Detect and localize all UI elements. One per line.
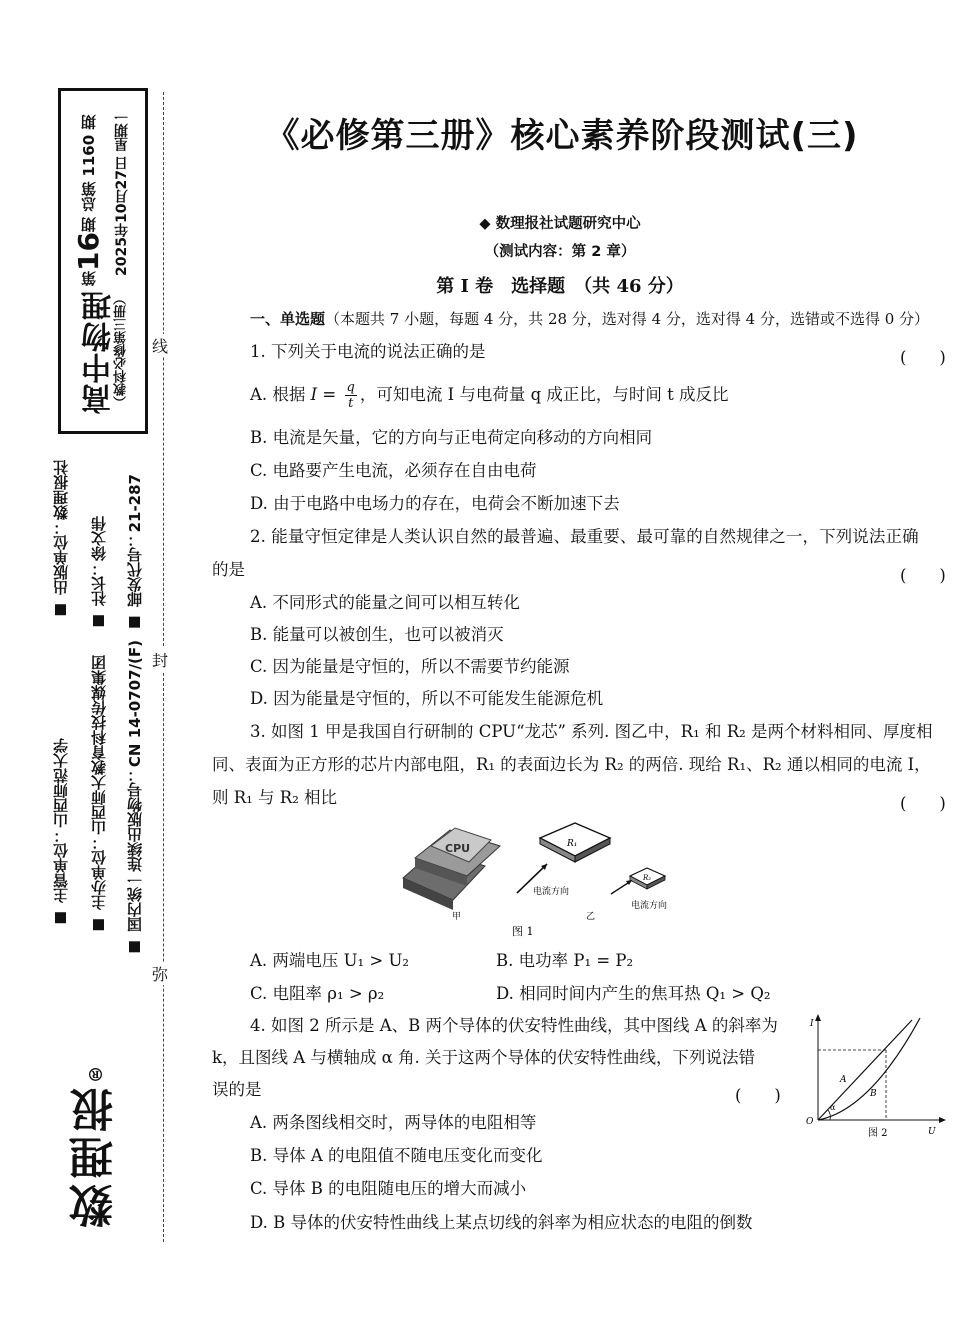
q1-stem: 1. 下列关于电流的说法正确的是 xyxy=(250,342,486,361)
q3-option-b: B. 电功率 P₁ = P₂ xyxy=(496,951,634,970)
logo-text: 数理报 xyxy=(70,1084,121,1228)
source-line: ◆ 数理报社试题研究中心 xyxy=(479,216,641,232)
q2-option-c: C. 因为能量是守恒的，所以不需要节约能源 xyxy=(250,657,570,676)
q4-answer-blank: ( ) xyxy=(735,1086,781,1105)
q3-option-c: C. 电阻率 ρ₁ > ρ₂ xyxy=(250,984,385,1003)
q4-option-c: C. 导体 B 的电阻随电压的增大而减小 xyxy=(250,1179,527,1198)
r1-label: R₁ xyxy=(567,839,578,849)
cpu-label: CPU xyxy=(445,842,471,855)
sponsor-line: 主办单位：山西师大教育科技传媒集团 xyxy=(88,655,109,930)
bullet-square-icon xyxy=(94,615,105,626)
cpu-chip-image xyxy=(403,828,500,910)
sponsor-line: 主管单位：山西师范大学 xyxy=(50,738,71,923)
line-a-label: A xyxy=(840,1075,847,1085)
issue-suffix: 期 总第 1160 期 xyxy=(80,114,98,233)
q1-answer-blank: ( ) xyxy=(900,348,946,367)
figure-2-caption: 图 2 xyxy=(868,1128,888,1139)
publisher-line: 邮发代号：21-287 xyxy=(124,474,145,628)
bullet-square-icon xyxy=(130,617,141,628)
q3-stem-line3: 则 R₁ 与 R₂ 相比 xyxy=(212,788,338,807)
figure-1-caption: 图 1 xyxy=(512,925,534,938)
cut-char-xian: 线 xyxy=(152,334,168,357)
fraction: $\frac{q}{t}$ xyxy=(346,380,355,411)
angle-label: α xyxy=(830,1103,836,1112)
q4-option-d: D. B 导体的伏安特性曲线上某点切线的斜率为相应状态的电阻的倒数 xyxy=(250,1213,753,1232)
part-instructions xyxy=(250,312,929,327)
cut-char-mi: 弥 xyxy=(152,962,168,985)
q1-option-a: A. 根据 I = $\frac{q}{t}$ ，可知电流 I 与电荷量 q 成正比，与时间 t 成反比 xyxy=(250,380,729,411)
bullet-square-icon xyxy=(130,941,141,952)
part-heading: 一、单选题 xyxy=(250,310,326,328)
current-direction-label-2: 电流方向 xyxy=(631,901,668,911)
part-instructions-text: （本题共 7 小题，每题 4 分，共 28 分，选对得 4 分，选对得 4 分，选错或不选得 0 分） xyxy=(325,310,930,328)
q3-stem-line2: 同、表面为正方形的芯片内部电阻，R₁ 的表面边长为 R₂ 的两倍. 现给 R₁、R₂ 通以相同的电流 I， xyxy=(212,755,931,774)
q4-stem-line3: 误的是 xyxy=(212,1080,262,1099)
bullet-square-icon xyxy=(56,912,67,923)
sponsor-line: 国内统一连续出版物号：CN 14-0707/(F) xyxy=(124,640,145,952)
issue-number: 16 xyxy=(72,232,105,271)
issue-date: 2025年10月27日 星期一 xyxy=(114,109,130,276)
issue-info xyxy=(72,96,105,286)
cut-char-feng: 封 xyxy=(152,648,168,671)
q2-stem-line2: 的是 xyxy=(212,560,245,579)
figure-1-label-yi: 乙 xyxy=(586,912,596,922)
q1-option-b: B. 电流是矢量，它的方向与正电荷定向移动的方向相同 xyxy=(250,428,653,447)
publisher-line: 出版单位：数理报社 xyxy=(50,460,71,615)
masthead-subtitle: （教科必修第三册） xyxy=(114,292,129,409)
masthead-title: 高中物理 xyxy=(82,290,117,414)
q2-option-d: D. 因为能量是守恒的，所以不可能发生能源危机 xyxy=(250,689,604,708)
q4-stem-line1: 4. 如图 2 所示是 A、B 两个导体的伏安特性曲线，其中图线 A 的斜率为 xyxy=(250,1016,778,1035)
q2-stem-line1: 2. 能量守恒定律是人类认识自然的最普遍、最重要、最可靠的自然规律之一，下列说法正确 xyxy=(250,527,919,546)
curve-b-label: B xyxy=(870,1089,877,1099)
q1-option-c: C. 电路要产生电流，必须存在自由电荷 xyxy=(250,461,537,480)
issue-prefix: 第 xyxy=(80,271,98,286)
q1-option-d: D. 由于电路中电场力的存在，电荷会不断加速下去 xyxy=(250,494,620,513)
bullet-square-icon xyxy=(56,604,67,615)
axis-label-i: I xyxy=(810,1019,814,1029)
brand-logo xyxy=(64,1018,121,1228)
logo-registered-mark: ® xyxy=(85,1059,106,1084)
section-heading: 第 Ⅰ 卷 选择题 （共 46 分） xyxy=(436,276,684,297)
figure-1-label-jia: 甲 xyxy=(452,912,462,922)
q3-answer-blank: ( ) xyxy=(900,794,946,813)
q3-option-d: D. 相同时间内产生的焦耳热 Q₁ > Q₂ xyxy=(496,984,771,1003)
figure-2 xyxy=(800,1010,950,1145)
q3-option-a: A. 两端电压 U₁ > U₂ xyxy=(250,951,410,970)
r2-label: R₂ xyxy=(643,874,652,882)
origin-label: O xyxy=(806,1117,814,1127)
q4-option-b: B. 导体 A 的电阻值不随电压变化而变化 xyxy=(250,1146,543,1165)
q2-option-b: B. 能量可以被创生，也可以被消灭 xyxy=(250,625,504,644)
q2-option-a: A. 不同形式的能量之间可以相互转化 xyxy=(250,593,520,612)
q3-stem-line1: 3. 如图 1 甲是我国自行研制的 CPU“龙芯” 系列. 图乙中，R₁ 和 R₂ 是两个材料相同、厚度相 xyxy=(250,722,933,741)
current-direction-label-1: 电流方向 xyxy=(533,887,570,897)
q4-stem-line2: k，且图线 A 与横轴成 α 角. 关于这两个导体的伏安特性曲线，下列说法错 xyxy=(212,1048,756,1067)
figure-1 xyxy=(395,818,695,938)
q4-option-a: A. 两条图线相交时，两导体的电阻相等 xyxy=(250,1113,537,1132)
publisher-line: 社长：徐文伟 xyxy=(88,516,109,626)
axis-label-u: U xyxy=(928,1127,936,1137)
bullet-square-icon xyxy=(94,919,105,930)
q2-answer-blank: ( ) xyxy=(900,566,946,585)
scope-line: （测试内容：第 2 章） xyxy=(484,244,636,260)
page-title: 《必修第三册》核心素养阶段测试(三) xyxy=(265,116,859,156)
